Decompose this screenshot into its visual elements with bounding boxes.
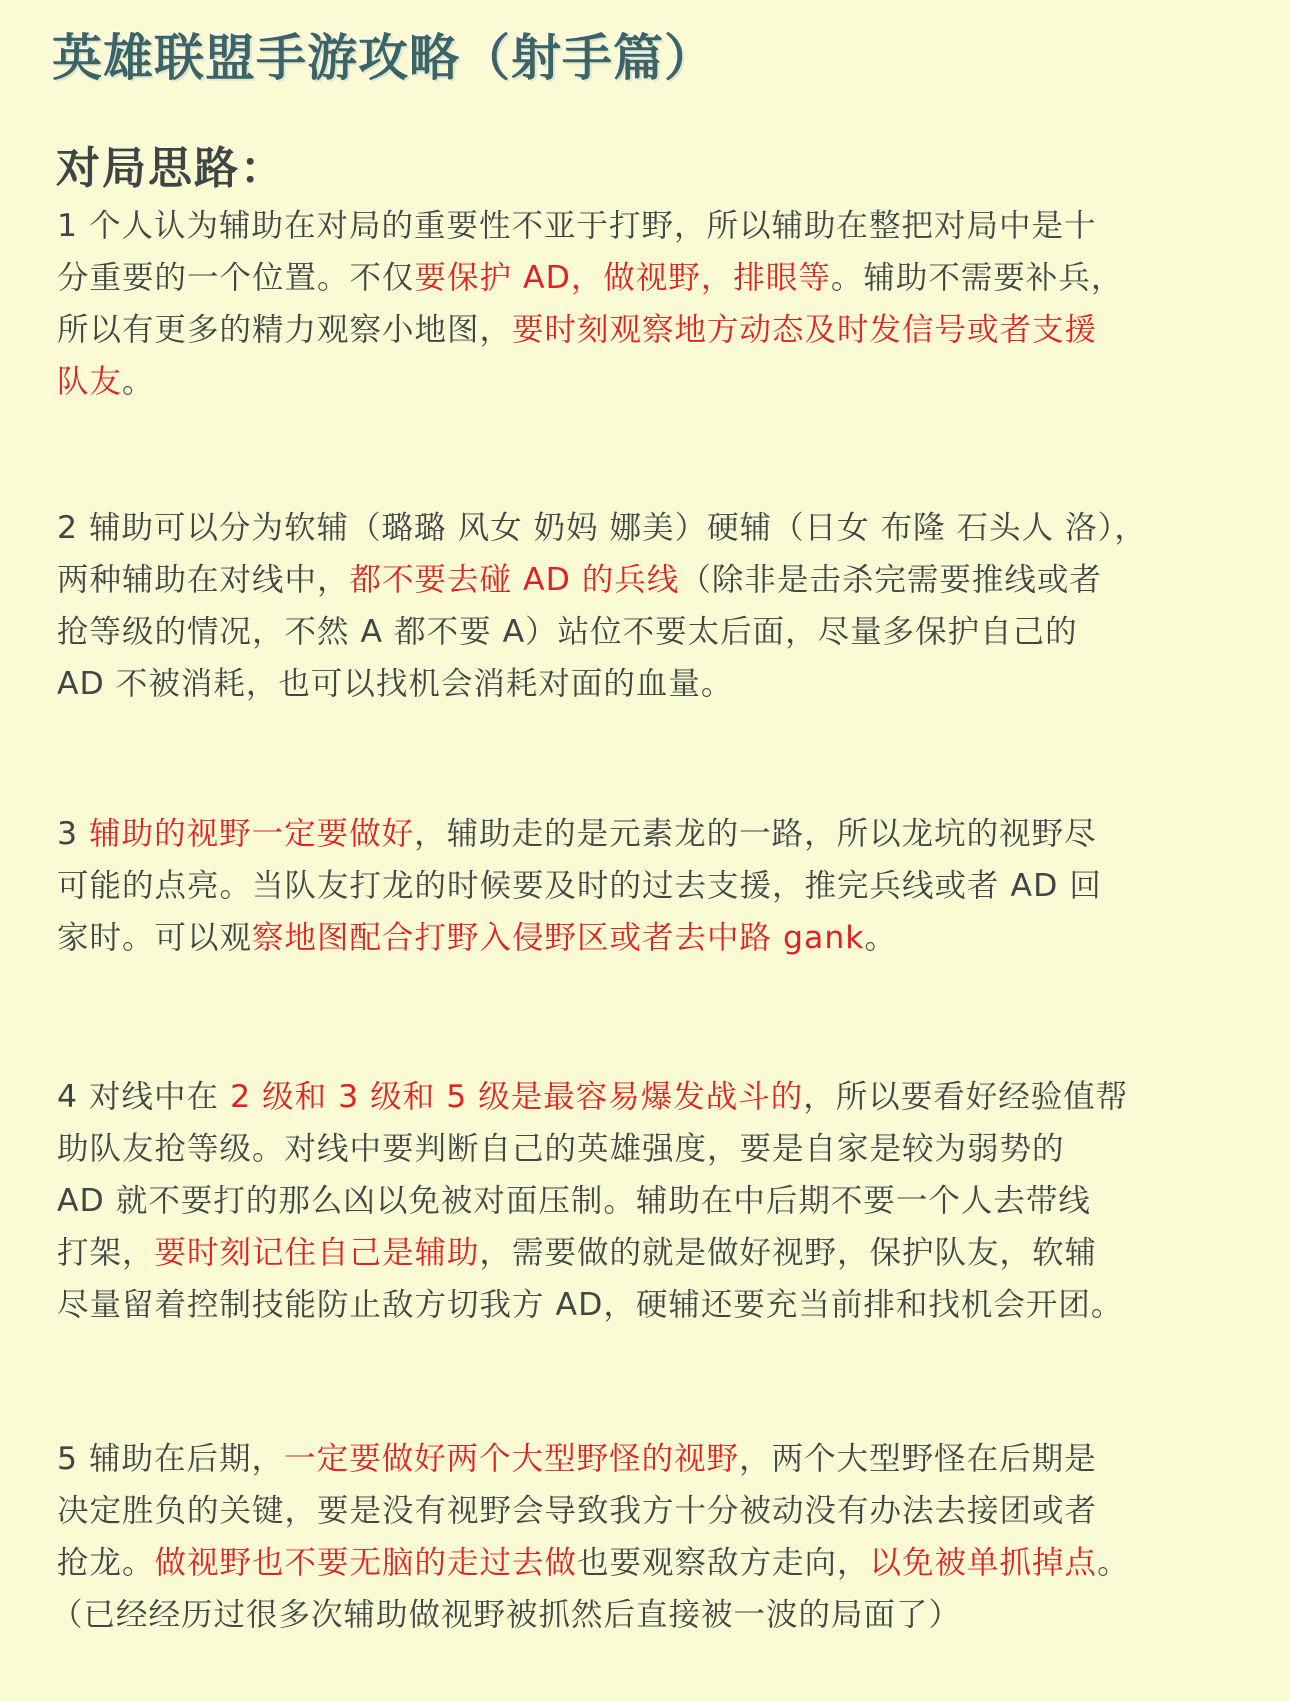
body-text: （除非是击杀完需要推线或者	[679, 562, 1102, 598]
paragraph-line	[57, 1123, 1257, 1175]
highlighted-text: 做视野也不要无脑的走过去做	[154, 1545, 578, 1581]
body-text: 3	[57, 816, 90, 852]
body-text: 。	[122, 364, 155, 400]
body-text: AD 不被消耗，也可以找机会消耗对面的血量。	[57, 666, 734, 702]
paragraph-line	[57, 606, 1257, 658]
paragraph-line	[57, 1537, 1257, 1589]
paragraph-line	[57, 1485, 1257, 1537]
body-text: AD 就不要打的那么凶以免被对面压制。辅助在中后期不要一个人去带线	[57, 1183, 1091, 1219]
highlighted-text: 要保护 AD，做视野，排眼等	[414, 260, 831, 296]
body-text: 尽量留着控制技能防止敌方切我方 AD，硬辅还要充当前排和找机会开团。	[57, 1287, 1124, 1323]
body-text: 打架，	[57, 1235, 155, 1271]
body-text: 两种辅助在对线中，	[57, 562, 350, 598]
paragraph-line	[51, 1589, 1257, 1641]
paragraph-line	[57, 808, 1257, 860]
body-text: ，辅助走的是元素龙的一路，所以龙坑的视野尽	[414, 816, 1097, 852]
body-text: （已经经历过很多次辅助做视野被抓然后直接被一波的局面了）	[51, 1597, 962, 1633]
paragraph-line	[57, 502, 1257, 554]
body-text: 抢龙。	[57, 1545, 155, 1581]
paragraph-line	[57, 1175, 1257, 1227]
highlighted-text: 都不要去碰 AD 的兵线	[349, 562, 680, 598]
body-text: ，所以要看好经验值帮	[803, 1079, 1129, 1115]
highlighted-text: 队友	[57, 364, 123, 400]
highlighted-text: 要时刻记住自己是辅助	[154, 1235, 480, 1271]
body-text: 。	[1097, 1545, 1130, 1581]
body-text: 分重要的一个位置。不仅	[57, 260, 415, 296]
body-text: 也要观察敌方走向，	[577, 1545, 870, 1581]
body-text: 抢等级的情况，不然 A 都不要 A）站位不要太后面，尽量多保护自己的	[57, 614, 1078, 650]
body-text: 助队友抢等级。对线中要判断自己的英雄强度，要是自家是较为弱势的	[57, 1131, 1065, 1167]
paragraph-line	[57, 1071, 1257, 1123]
paragraph-line	[57, 554, 1257, 606]
body-text: 2 辅助可以分为软辅（璐璐 风女 奶妈 娜美）硬辅（日女 布隆 石头人 洛），	[57, 510, 1147, 546]
body-text: 家时。可以观	[57, 920, 253, 956]
body-text: ，需要做的就是做好视野，保护队友，软辅	[479, 1235, 1098, 1271]
paragraph-line	[57, 860, 1257, 912]
body-text: 1 个人认为辅助在对局的重要性不亚于打野，所以辅助在整把对局中是十	[57, 208, 1097, 244]
body-text: 所以有更多的精力观察小地图，	[57, 312, 513, 348]
paragraph-line	[57, 1279, 1257, 1331]
paragraph-line	[57, 304, 1257, 356]
highlighted-text: 要时刻观察地方动态及时发信号或者支援	[512, 312, 1098, 348]
highlighted-text: 察地图配合打野入侵野区或者去中路 gank	[252, 920, 865, 956]
body-text: 4 对线中在	[57, 1079, 231, 1115]
paragraph-line	[57, 1227, 1257, 1279]
paragraph-line	[57, 356, 1257, 408]
paragraph-3	[57, 808, 1257, 964]
body-text: 5 辅助在后期，	[57, 1441, 285, 1477]
paragraph-2	[57, 502, 1257, 710]
body-text: 可能的点亮。当队友打龙的时候要及时的过去支援，推完兵线或者 AD 回	[57, 868, 1102, 904]
body-text: 。辅助不需要补兵，	[830, 260, 1124, 296]
highlighted-text: 2 级和 3 级和 5 级是最容易爆发战斗的	[230, 1079, 804, 1115]
paragraph-line	[57, 200, 1257, 252]
section-heading: 对局思路：	[56, 143, 286, 194]
body-text: 决定胜负的关键，要是没有视野会导致我方十分被动没有办法去接团或者	[57, 1493, 1098, 1529]
paragraph-4	[57, 1071, 1257, 1331]
paragraph-line	[57, 1433, 1257, 1485]
paragraph-5	[51, 1433, 1257, 1641]
paragraph-line	[57, 912, 1257, 964]
article-title: 英雄联盟手游攻略（射手篇）	[52, 29, 715, 87]
highlighted-text: 辅助的视野一定要做好	[89, 816, 415, 852]
highlighted-text: 一定要做好两个大型野怪的视野	[284, 1441, 740, 1477]
paragraph-line	[57, 658, 1257, 710]
paragraph-line	[57, 252, 1257, 304]
paragraph-1	[57, 200, 1257, 408]
highlighted-text: 以免被单抓掉点	[869, 1545, 1098, 1581]
body-text: ，两个大型野怪在后期是	[739, 1441, 1097, 1477]
body-text: 。	[864, 920, 898, 956]
